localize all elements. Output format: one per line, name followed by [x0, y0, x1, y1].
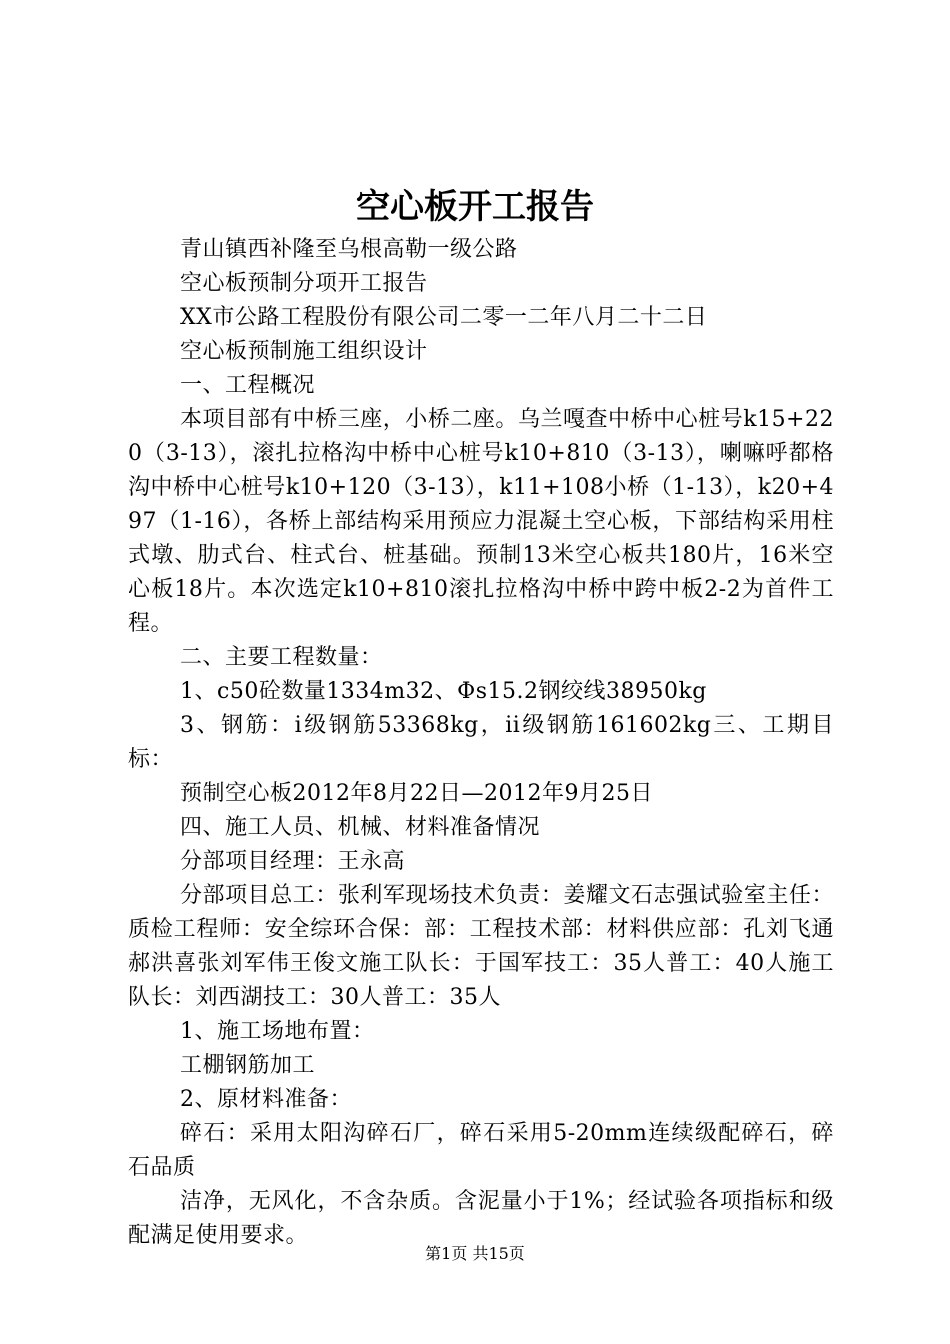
section-heading: 一、工程概况	[180, 373, 316, 398]
page-footer: 第1页 共15页	[425, 1244, 525, 1263]
section-heading: 二、主要工程数量：	[180, 645, 383, 670]
paragraph: 本项目部有中桥三座，小桥二座。乌兰嘎查中桥中心桩号k15+220（3-13），滚扎拉格沟中桥中心桩号k10+810（3-13），喇嘛呼都格沟中桥中心桩号k10+120（3-13），k11+108小桥（1-13），k20+497（1-16），各桥上部结构采用预应力混凝土空心板，下部结构采用柱式墩、肋式台、柱式台、桩基础。预制13米空心板共180片，16米空心板18片。本次选定k10+810滚扎拉格沟中桥中跨中板2-2为首件工程。	[128, 407, 834, 636]
paragraph: 碎石：采用太阳沟碎石厂，碎石采用5-20mm连续级配碎石，碎石品质	[128, 1121, 834, 1180]
paragraph: 1、c50砼数量1334m32、Φs15.2钢绞线38950kg	[180, 679, 707, 704]
paragraph: 工棚钢筋加工	[180, 1053, 316, 1078]
paragraph: 分部项目经理：王永高	[180, 849, 406, 874]
paragraph: 空心板预制分项开工报告	[180, 271, 428, 296]
paragraph: 分部项目总工：张利军现场技术负责：姜耀文石志强试验室主任：质检工程师：安全综环合保：部：工程技术部：材料供应部：孔刘飞通郝洪喜张刘军伟王俊文施工队长：于国军技工：35人普工：40人施工队长：刘西湖技工：30人普工：35人	[128, 883, 834, 1010]
document-title: 空心板开工报告	[356, 187, 594, 227]
paragraph: 青山镇西补隆至乌根高勒一级公路	[180, 237, 518, 262]
section-heading: 四、施工人员、机械、材料准备情况	[180, 815, 541, 840]
paragraph: 1、施工场地布置：	[180, 1019, 375, 1044]
paragraph: 空心板预制施工组织设计	[180, 339, 428, 364]
paragraph: XX市公路工程股份有限公司二零一二年八月二十二日	[180, 305, 708, 330]
paragraph: 洁净，无风化，不含杂质。含泥量小于1%；经试验各项指标和级配满足使用要求。	[128, 1189, 834, 1248]
paragraph: 预制空心板2012年8月22日—2012年9月25日	[180, 781, 653, 806]
document-body	[128, 233, 834, 1253]
paragraph: 3、钢筋：i级钢筋53368kg，ii级钢筋161602kg三、工期目标：	[128, 713, 834, 772]
paragraph: 2、原材料准备：	[180, 1087, 352, 1112]
